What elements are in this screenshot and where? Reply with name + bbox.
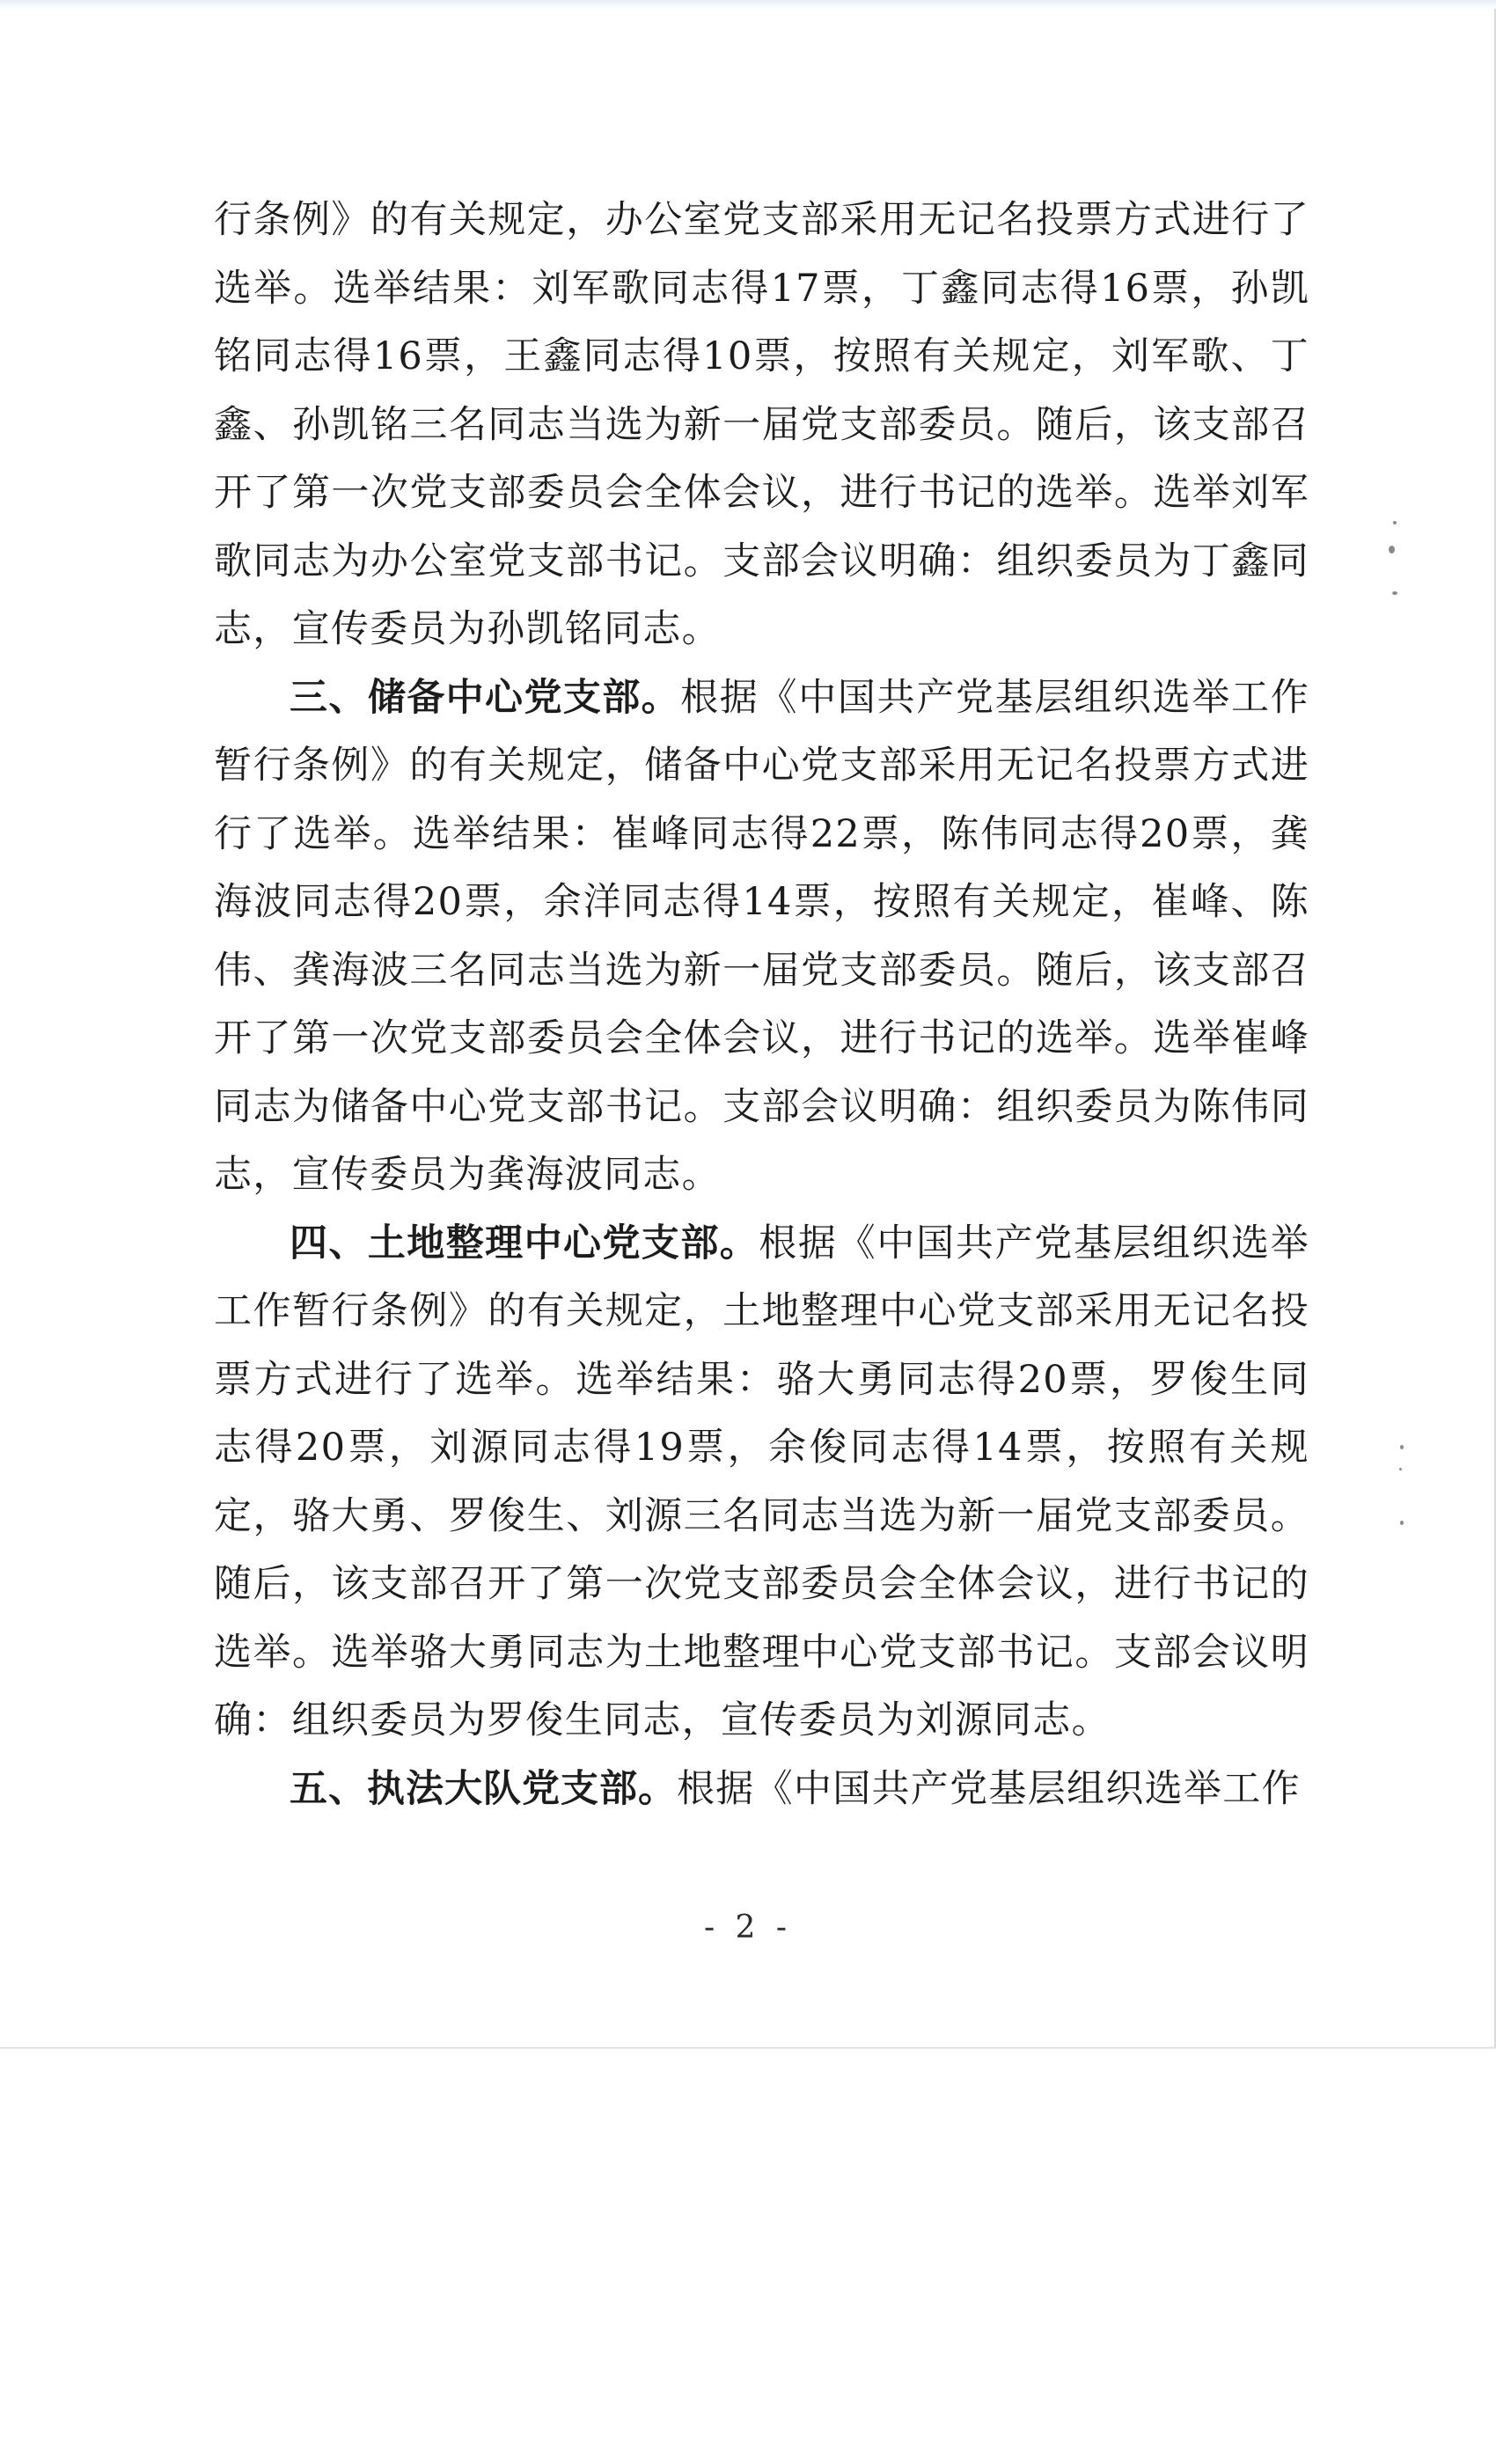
paragraph-text: 根据《中国共产党基层组织选举工作暂行条例》的有关规定，储备中心党支部采用无记名投票方式进行了选举。选举结果：崔峰同志得22票，陈伟同志得20票，龚海波同志得20票，余洋同志得14票，按照有关规定，崔峰、陈伟、龚海波三名同志当选为新一届党支部委员。随后，该支部召开了第一次党支部委员会全体会议，进行书记的选举。选举崔峰同志为储备中心党支部书记。支部会议明确：组织委员为陈伟同志，宣传委员为龚海波同志。 (214, 675, 1309, 1197)
page-number: - 2 - (703, 1910, 793, 1946)
scan-speck (1399, 1468, 1402, 1470)
scan-top-edge (0, 0, 1496, 9)
paragraph-text: 行条例》的有关规定，办公室党支部采用无记名投票方式进行了选举。选举结果：刘军歌同志得17票，丁鑫同志得16票，孙凯铭同志得16票，王鑫同志得10票，按照有关规定，刘军歌、丁鑫、孙凯铭三名同志当选为新一届党支部委员。随后，该支部召开了第一次党支部委员会全体会议，进行书记的选举。选举刘军歌同志为办公室党支部书记。支部会议明确：组织委员为丁鑫同志，宣传委员为孙凯铭同志。 (214, 198, 1309, 651)
paragraph-reserve-center-branch (214, 664, 1309, 1210)
document-body (214, 187, 1309, 1823)
paragraph-text: 根据《中国共产党基层组织选举工作 (677, 1766, 1301, 1811)
scan-speck (1400, 1521, 1404, 1525)
scan-speck (1392, 591, 1397, 595)
paragraph-land-consolidation-branch (214, 1210, 1309, 1756)
blank-background (0, 2049, 1496, 2464)
scan-speck (1393, 521, 1397, 524)
scan-speck (1389, 546, 1395, 554)
paragraph-text: 根据《中国共产党基层组织选举工作暂行条例》的有关规定，土地整理中心党支部采用无记名投票方式进行了选举。选举结果：骆大勇同志得20票，罗俊生同志得20票，刘源同志得19票，余俊同志得14票，按照有关规定，骆大勇、罗俊生、刘源三名同志当选为新一届党支部委员。随后，该支部召开了第一次党支部委员会全体会议，进行书记的选举。选举骆大勇同志为土地整理中心党支部书记。支部会议明确：组织委员为罗俊生同志，宣传委员为刘源同志。 (214, 1221, 1310, 1742)
paragraph-law-enforcement-branch (214, 1756, 1309, 1824)
paragraph-heading: 五、执法大队党支部。 (290, 1766, 677, 1811)
scan-speck (1400, 1445, 1404, 1449)
paragraph-heading: 三、储备中心党支部。 (290, 675, 681, 720)
paragraph-heading: 四、土地整理中心党支部。 (290, 1221, 759, 1265)
paragraph-office-branch (214, 187, 1309, 664)
